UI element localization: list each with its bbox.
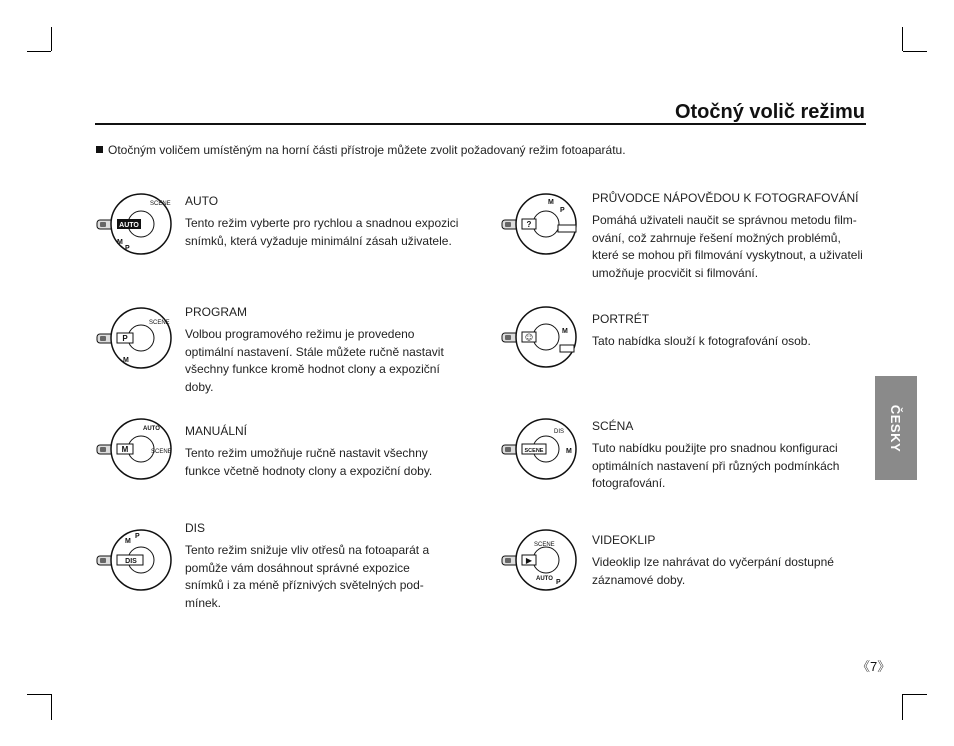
title-rule bbox=[95, 123, 866, 125]
intro-text: Otočným voličem umístěným na horní části přístroje můžete zvolit požadovaný režim fotoaparátu. bbox=[96, 143, 626, 157]
mode-guide bbox=[592, 191, 882, 282]
dial-label: AUTO bbox=[119, 222, 139, 229]
svg-text:P: P bbox=[125, 245, 130, 252]
page-title: Otočný volič režimu bbox=[674, 101, 865, 123]
mode-program bbox=[185, 305, 475, 396]
page-number: 《7》 bbox=[857, 659, 891, 674]
language-tab bbox=[875, 376, 917, 480]
mode-description: Tento režim umožňuje ručně nastavit všechny funkce včetně hodnoty clony a expoziční doby. bbox=[185, 446, 433, 478]
mode-dis bbox=[185, 521, 475, 612]
svg-text:SCENE: SCENE bbox=[534, 542, 555, 548]
crop-mark bbox=[902, 27, 903, 51]
crop-mark bbox=[27, 51, 51, 52]
mode-title: DIS bbox=[185, 521, 206, 535]
mode-title: PRŮVODCE NÁPOVĚDOU K FOTOGRAFOVÁNÍ bbox=[592, 191, 859, 205]
crop-mark bbox=[902, 694, 903, 720]
dial-label: M bbox=[121, 445, 129, 454]
dial-label: ? bbox=[526, 220, 532, 229]
mode-description: Tuto nabídku použijte pro snadnou konfiguraci optimálních nastavení při různých podmínkách fotografování. bbox=[592, 441, 840, 490]
dial-label: ☺ bbox=[524, 333, 534, 342]
svg-text:P: P bbox=[556, 579, 561, 586]
mode-dial-movie-icon bbox=[500, 528, 580, 592]
mode-title: PROGRAM bbox=[185, 305, 248, 319]
svg-text:M: M bbox=[123, 357, 129, 364]
crop-mark bbox=[903, 51, 927, 52]
mode-title: VIDEOKLIP bbox=[592, 533, 656, 547]
mode-title: AUTO bbox=[185, 194, 219, 208]
dial-label: ▶ bbox=[525, 556, 533, 565]
mode-description: Tato nabídka slouží k fotografování osob. bbox=[592, 334, 811, 348]
svg-text:AUTO: AUTO bbox=[536, 576, 553, 582]
svg-text:P: P bbox=[560, 207, 565, 214]
crop-mark bbox=[27, 694, 51, 695]
mode-scene bbox=[592, 419, 882, 493]
crop-mark bbox=[51, 27, 52, 51]
svg-text:DIS: DIS bbox=[554, 429, 565, 435]
svg-text:M: M bbox=[562, 328, 568, 335]
language-tab-label: ČESKY bbox=[888, 404, 904, 452]
mode-dial-guide-icon bbox=[500, 192, 580, 256]
mode-description: Volbou programového režimu je provedeno optimální nastavení. Stále můžete ručně nastavit všechny funkce kromě hodnot clony a expoziční doby. bbox=[185, 327, 444, 394]
svg-text:M: M bbox=[125, 538, 131, 545]
dial-label: P bbox=[122, 334, 128, 343]
svg-text:AUTO: AUTO bbox=[143, 426, 160, 432]
mode-dial-portrait-icon bbox=[500, 305, 580, 369]
svg-text:M: M bbox=[566, 448, 572, 455]
mode-manual bbox=[185, 424, 475, 480]
mode-description: Tento režim snižuje vliv otřesů na fotoaparát a pomůže vám dosáhnout správné expozice snímků i za méně příznivých světelných pod-mínek. bbox=[185, 543, 430, 610]
mode-description: Tento režim vyberte pro rychlou a snadnou expozici snímků, která vyžaduje minimální zásah uživatele. bbox=[185, 216, 459, 248]
svg-text:SCENE: SCENE bbox=[151, 449, 172, 455]
dial-label: DIS bbox=[125, 558, 137, 565]
crop-mark bbox=[903, 694, 927, 695]
mode-description: Pomáhá uživateli naučit se správnou metodu film-ování, což zahrnuje řešení možných problémů, které se mohou při filmování vyskytnout, a uživateli umožňuje procvičit si filmování. bbox=[592, 213, 863, 280]
svg-text:SCENE: SCENE bbox=[150, 201, 171, 207]
mode-description: Videoklip lze nahrávat do vyčerpání dostupné záznamové doby. bbox=[592, 555, 834, 587]
mode-dial-dis-icon bbox=[95, 528, 175, 592]
mode-dial-auto-icon bbox=[95, 192, 175, 256]
mode-title: MANUÁLNÍ bbox=[185, 424, 248, 438]
crop-mark bbox=[51, 694, 52, 720]
svg-text:M: M bbox=[117, 239, 123, 246]
dial-label: SCENE bbox=[524, 448, 544, 454]
mode-title: PORTRÉT bbox=[592, 312, 650, 326]
bullet-icon bbox=[96, 146, 103, 153]
svg-text:M: M bbox=[548, 199, 554, 206]
mode-dial-manual-icon bbox=[95, 417, 175, 481]
mode-movie bbox=[592, 533, 882, 589]
mode-auto bbox=[185, 194, 475, 250]
svg-text:P: P bbox=[135, 533, 140, 540]
mode-portrait bbox=[592, 312, 882, 351]
mode-dial-scene-icon bbox=[500, 417, 580, 481]
mode-dial-program-icon bbox=[95, 306, 175, 370]
mode-title: SCÉNA bbox=[592, 419, 634, 433]
svg-text:SCENE: SCENE bbox=[149, 320, 170, 326]
